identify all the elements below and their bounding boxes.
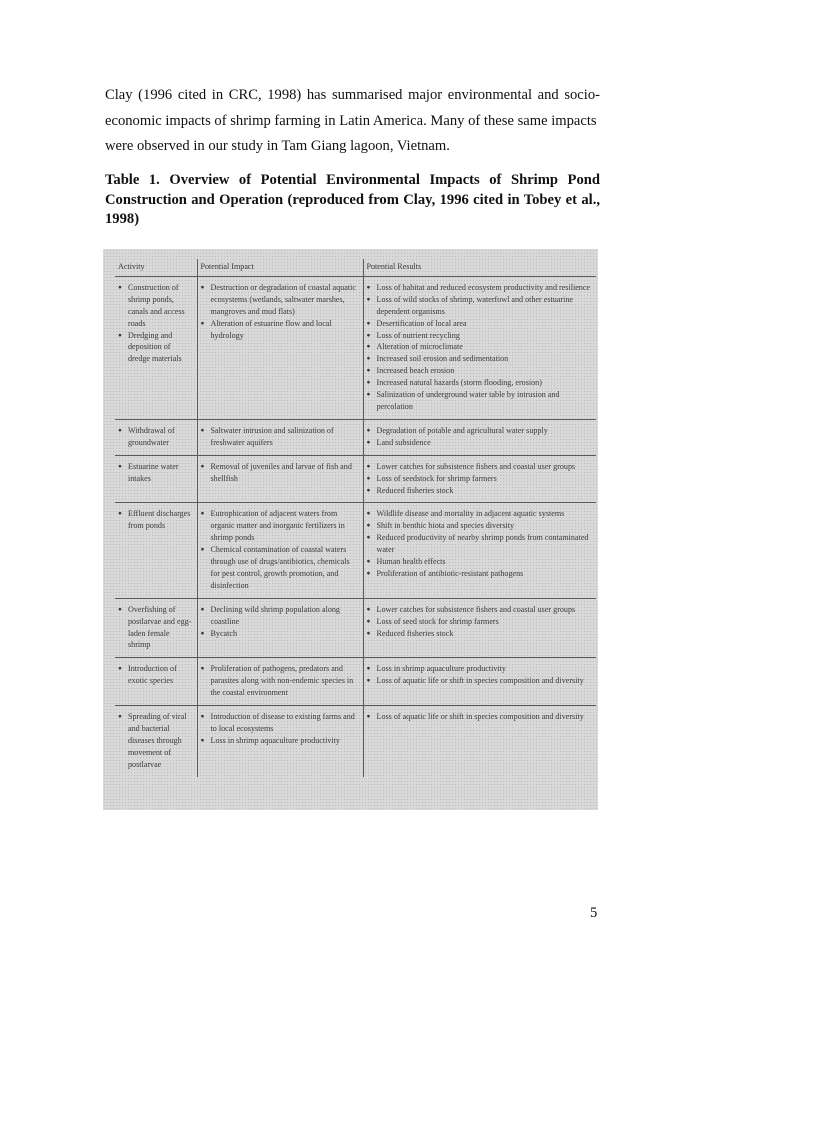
bullet-item: ● Desertification of local area — [367, 318, 594, 330]
bullet-item: ● Construction of shrimp ponds, canals and access roads — [118, 282, 194, 330]
bullet-item: ● Bycatch — [201, 628, 360, 640]
bullet-item: ● Loss of seed stock for shrimp farmers — [367, 616, 594, 628]
bullet-item: ● Human health effects — [367, 556, 594, 568]
table-row — [115, 658, 596, 706]
impact-cell — [197, 276, 363, 419]
bullet-list — [367, 282, 594, 413]
header-potential-results: Potential Results — [363, 259, 596, 276]
table-figure-image — [103, 249, 598, 810]
bullet-item: ● Destruction or degradation of coastal aquatic ecosystems (wetlands, saltwater marshes, mangroves and mud flats) — [201, 282, 360, 318]
bullet-item: ● Loss of aquatic life or shift in species composition and diversity — [367, 711, 594, 723]
table-row — [115, 503, 596, 598]
activity-cell — [115, 419, 197, 455]
bullet-item: ● Chemical contamination of coastal waters through use of drugs/antibiotics, chemicals for pest control, growth promotion, and disinfection — [201, 544, 360, 592]
table-body — [115, 276, 596, 776]
activity-cell — [115, 503, 197, 598]
bullet-list — [118, 663, 194, 687]
table-row — [115, 455, 596, 503]
bullet-item: ● Loss of habitat and reduced ecosystem productivity and resilience — [367, 282, 594, 294]
bullet-item: ● Introduction of disease to existing farms and to local ecosystems — [201, 711, 360, 735]
bullet-list — [118, 508, 194, 532]
activity-cell — [115, 706, 197, 777]
header-activity: Activity — [115, 259, 197, 276]
bullet-list — [201, 461, 360, 485]
bullet-list — [118, 425, 194, 449]
results-cell — [363, 658, 596, 706]
bullet-list — [367, 461, 594, 497]
table-row — [115, 419, 596, 455]
bullet-item: ● Dredging and deposition of dredge materials — [118, 330, 194, 366]
bullet-item: ● Estuarine water intakes — [118, 461, 194, 485]
header-potential-impact: Potential Impact — [197, 259, 363, 276]
activity-cell — [115, 598, 197, 658]
bullet-list — [118, 282, 194, 365]
intro-line-2: economic impacts of shrimp farming in Latin America. Many of these same impacts — [105, 112, 597, 129]
bullet-item: ● Loss in shrimp aquaculture productivity — [367, 663, 594, 675]
bullet-item: ● Land subsidence — [367, 437, 594, 449]
bullet-item: ● Increased beach erosion — [367, 365, 594, 377]
activity-cell — [115, 455, 197, 503]
bullet-item: ● Loss of nutrient recycling — [367, 330, 594, 342]
bullet-list — [201, 711, 360, 747]
bullet-item: ● Removal of juveniles and larvae of fish and shellfish — [201, 461, 360, 485]
bullet-list — [118, 461, 194, 485]
page-number: 5 — [590, 905, 598, 921]
intro-line-1: Clay (1996 cited in CRC, 1998) has summarised major environmental and socio- — [105, 87, 600, 103]
bullet-list — [201, 425, 360, 449]
bullet-item: ● Alteration of microclimate — [367, 341, 594, 353]
bullet-item: ● Loss of wild stocks of shrimp, waterfowl and other estuarine dependent organisms — [367, 294, 594, 318]
impact-cell — [197, 658, 363, 706]
bullet-item: ● Overfishing of postlarvae and egg-laden female shrimp — [118, 604, 194, 652]
bullet-item: ● Lower catches for subsistence fishers and coastal user groups — [367, 604, 594, 616]
bullet-item: ● Lower catches for subsistence fishers and coastal user groups — [367, 461, 594, 473]
impact-cell — [197, 419, 363, 455]
bullet-item: ● Increased natural hazards (storm flooding, erosion) — [367, 377, 594, 389]
bullet-list — [367, 508, 594, 579]
bullet-list — [367, 425, 594, 449]
table-header-row — [115, 259, 596, 276]
table-row — [115, 706, 596, 777]
bullet-list — [201, 604, 360, 640]
results-cell — [363, 503, 596, 598]
bullet-item: ● Shift in benthic biota and species diversity — [367, 520, 594, 532]
bullet-item: ● Loss of seedstock for shrimp farmers — [367, 473, 594, 485]
bullet-item: ● Proliferation of pathogens, predators and parasites along with non-endemic species in the coastal environment — [201, 663, 360, 699]
bullet-item: ● Wildlife disease and mortality in adjacent aquatic systems — [367, 508, 594, 520]
bullet-item: ● Loss in shrimp aquaculture productivity — [201, 735, 360, 747]
bullet-item: ● Eutrophication of adjacent waters from organic matter and inorganic fertilizers in shrimp ponds — [201, 508, 360, 544]
bullet-item: ● Withdrawal of groundwater — [118, 425, 194, 449]
bullet-item: ● Degradation of potable and agricultural water supply — [367, 425, 594, 437]
bullet-item: ● Saltwater intrusion and salinization of freshwater aquifers — [201, 425, 360, 449]
bullet-list — [367, 604, 594, 640]
table-row — [115, 598, 596, 658]
impact-cell — [197, 706, 363, 777]
results-cell — [363, 276, 596, 419]
table-row — [115, 276, 596, 419]
bullet-list — [201, 508, 360, 591]
bullet-list — [367, 663, 594, 687]
bullet-item: ● Introduction of exotic species — [118, 663, 194, 687]
bullet-item: ● Alteration of estuarine flow and local hydrology — [201, 318, 360, 342]
activity-cell — [115, 276, 197, 419]
bullet-item: ● Reduced fisheries stock — [367, 485, 594, 497]
bullet-item: ● Effluent discharges from ponds — [118, 508, 194, 532]
bullet-item: ● Increased soil erosion and sedimentation — [367, 353, 594, 365]
impact-cell — [197, 598, 363, 658]
table-caption: Table 1. Overview of Potential Environmental Impacts of Shrimp Pond Construction and Operation (reproduced from Clay, 1996 cited in Tobey et al., 1998) — [105, 172, 600, 227]
bullet-item: ● Reduced fisheries stock — [367, 628, 594, 640]
bullet-list — [118, 711, 194, 771]
bullet-item: ● Salinization of underground water table by intrusion and percolation — [367, 389, 594, 413]
results-cell — [363, 706, 596, 777]
impact-cell — [197, 503, 363, 598]
results-cell — [363, 419, 596, 455]
activity-cell — [115, 658, 197, 706]
bullet-item: ● Declining wild shrimp population along coastline — [201, 604, 360, 628]
bullet-item: ● Loss of aquatic life or shift in species composition and diversity — [367, 675, 594, 687]
impacts-table — [115, 259, 596, 777]
intro-paragraph — [105, 83, 600, 160]
bullet-item: ● Proliferation of antibiotic-resistant pathogens — [367, 568, 594, 580]
results-cell — [363, 455, 596, 503]
bullet-list — [367, 711, 594, 723]
impact-cell — [197, 455, 363, 503]
bullet-list — [118, 604, 194, 652]
bullet-list — [201, 663, 360, 699]
results-cell — [363, 598, 596, 658]
intro-line-3: were observed in our study in Tam Giang lagoon, Vietnam. — [105, 138, 450, 154]
bullet-item: ● Reduced productivity of nearby shrimp ponds from contaminated water — [367, 532, 594, 556]
bullet-item: ● Spreading of viral and bacterial diseases through movement of postlarvae — [118, 711, 194, 771]
bullet-list — [201, 282, 360, 342]
